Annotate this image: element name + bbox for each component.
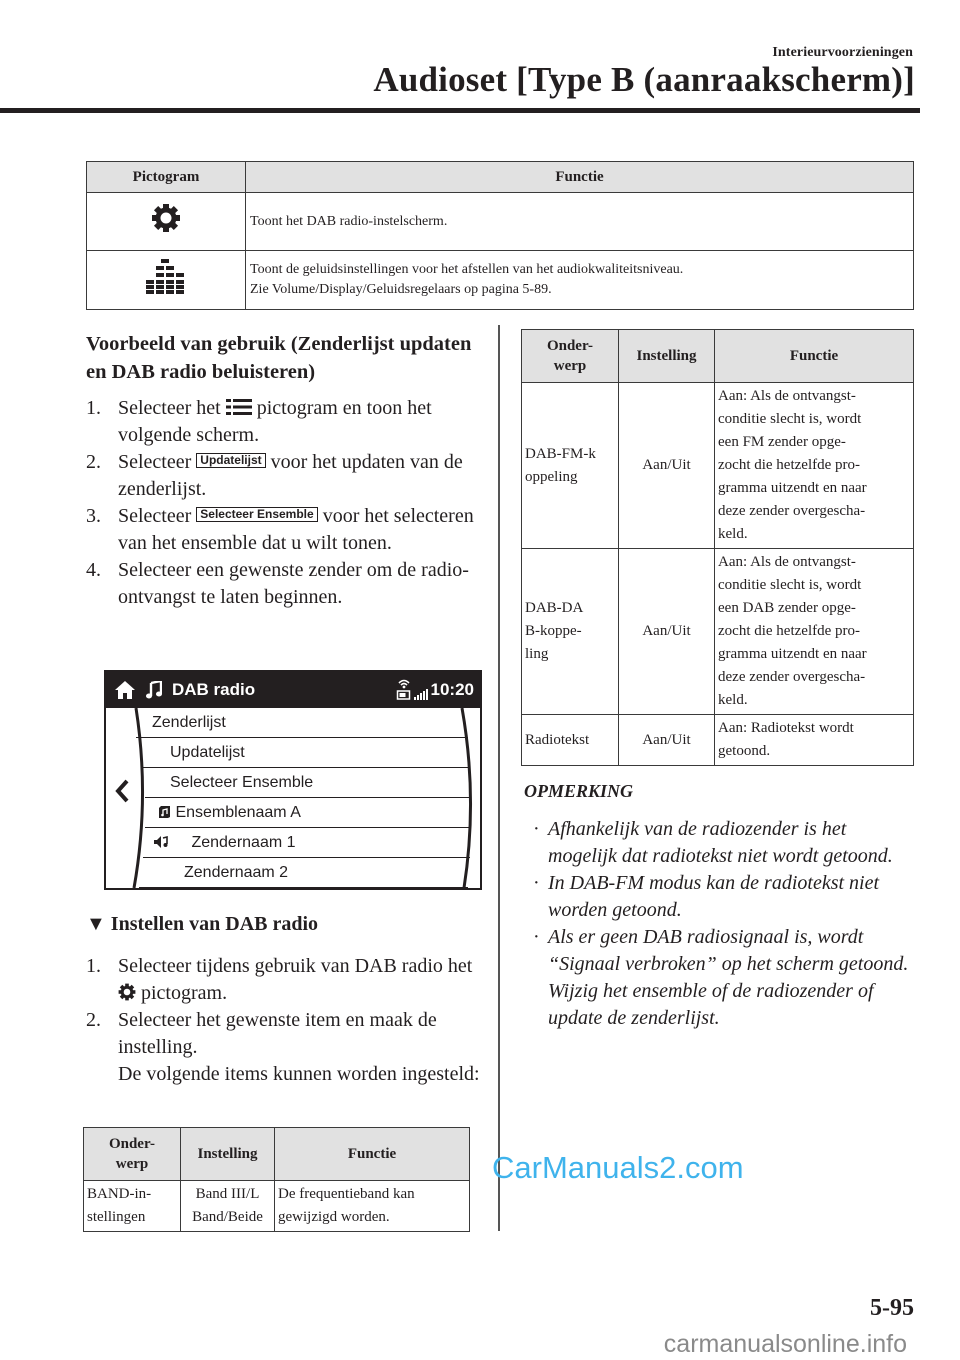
bullet: ·: [533, 926, 540, 948]
title-rule: [0, 108, 920, 113]
table-header-row: [522, 330, 914, 383]
column-header: Functie: [715, 330, 914, 383]
step-text: Selecteer een gewenste zender om de radio-ontvangst te laten beginnen.: [118, 559, 469, 608]
function-cell: [246, 193, 914, 251]
step-text: Selecteer het: [118, 397, 221, 419]
column-header: Instelling: [181, 1128, 275, 1181]
setting-cell: Aan/Uit: [619, 383, 715, 549]
note-text: In DAB-FM modus kan de radiotekst niet worden getoond.: [548, 872, 880, 921]
note-heading: OPMERKING: [524, 781, 634, 801]
step-text: Selecteer: [118, 451, 192, 473]
step: [86, 449, 486, 503]
list-icon: [226, 398, 252, 416]
setting-cell: Aan/Uit: [619, 715, 715, 766]
function-cell: Aan: Als de ontvangst- conditie slecht is, wordt een DAB zender opge- zocht die hetzelfde pro- gramma uitzendt en naar deze zender overgescha- keld.: [715, 549, 914, 715]
icon-cell: [87, 251, 246, 310]
step-number: 2.: [86, 451, 101, 473]
gear-icon: [118, 983, 136, 1001]
column-header: Instelling: [619, 330, 715, 383]
triangle-marker-icon: ▼: [86, 913, 106, 935]
page-title: Audioset [Type B (aanraakscherm)]: [373, 60, 915, 99]
note-item: [531, 924, 911, 1032]
page-number: 5-95: [870, 1295, 914, 1321]
example-steps: [86, 395, 486, 611]
column-divider: [498, 325, 500, 1231]
bullet: ·: [533, 818, 540, 840]
step: [86, 557, 486, 611]
settings-table-band: [83, 1127, 470, 1232]
step: [86, 953, 486, 1007]
step-number: 2.: [86, 1009, 101, 1031]
table-row: [87, 251, 914, 310]
list-item-label: Zenderlijst: [152, 714, 226, 731]
step-text: pictogram en toon het volgende scherm.: [118, 397, 432, 446]
column-header: Functie: [275, 1128, 470, 1181]
equalizer-icon: [143, 258, 189, 296]
function-text: Toont het DAB radio-instelscherm.: [250, 213, 448, 229]
pictogram-table: [86, 161, 914, 310]
step: [86, 395, 486, 449]
step-extra-text: De volgende items kunnen worden ingesteld:: [118, 1063, 480, 1085]
list-item-label: Zendernaam 2: [184, 864, 289, 881]
watermark-carmanuals2[interactable]: CarManuals2.com: [492, 1150, 744, 1185]
step-number: 3.: [86, 505, 101, 527]
column-header: Onder- werp: [522, 330, 619, 383]
item-cell: DAB-DA B-koppe- ling: [522, 549, 619, 715]
function-cell: De frequentieband kan gewijzigd worden.: [275, 1181, 470, 1232]
step-number: 1.: [86, 397, 101, 419]
step-text: Selecteer tijdens gebruik van DAB radio het: [118, 955, 473, 977]
list-item-label: Updatelijst: [170, 744, 245, 761]
list-frame-curves: [106, 672, 480, 888]
dab-radio-screen: [104, 670, 482, 890]
table-row: [84, 1181, 470, 1232]
table-row: [522, 549, 914, 715]
step: [86, 1007, 486, 1088]
note-text: Afhankelijk van de radiozender is het mogelijk dat radiotekst niet wordt getoond.: [548, 818, 893, 867]
note-item: [531, 870, 911, 924]
setting-cell: Band III/L Band/Beide: [181, 1181, 275, 1232]
function-text: Toont de geluidsinstellingen voor het afstellen van het audiokwaliteitsniveau.: [250, 262, 684, 277]
function-cell: [246, 251, 914, 310]
function-cell: Aan: Als de ontvangst- conditie slecht is, wordt een FM zender opge- zocht die hetzelfde pro- gramma uitzendt en naar deze zender overgescha- keld.: [715, 383, 914, 549]
section-name: Interieurvoorzieningen: [772, 45, 913, 60]
screen-title: DAB radio: [172, 680, 256, 699]
setup-heading-text: Instellen van DAB radio: [110, 913, 319, 935]
step-text: Selecteer: [118, 505, 192, 527]
step-number: 1.: [86, 955, 101, 977]
settings-table-koppeling: [521, 329, 914, 766]
screen-clock: 10:20: [430, 680, 474, 699]
item-cell: BAND-in- stellingen: [84, 1181, 181, 1232]
list-item-label: Zendernaam 1: [191, 834, 296, 851]
list-item-label: Ensemblenaam A: [175, 804, 301, 821]
table-header-row: [84, 1128, 470, 1181]
step: [86, 503, 486, 557]
note-item: [531, 816, 911, 870]
gear-icon: [151, 203, 181, 233]
step-text: pictogram.: [141, 982, 228, 1004]
list-item-label: Selecteer Ensemble: [170, 774, 314, 791]
selecteer-ensemble-button-reference: Selecteer Ensemble: [196, 507, 317, 522]
step-text: voor het updaten van de zenderlijst.: [118, 451, 463, 500]
step-number: 4.: [86, 559, 101, 581]
table-header-row: [87, 162, 914, 193]
watermark-carmanualsonline[interactable]: carmanualsonline.info: [663, 1330, 907, 1358]
step-text: voor het selecteren van het ensemble dat u wilt tonen.: [118, 505, 474, 554]
note-list: [531, 816, 911, 1032]
column-header: Functie: [246, 162, 914, 193]
page-reference: Zie Volume/Display/Geluidsregelaars op pagina 5-89.: [250, 282, 552, 297]
example-heading: Voorbeeld van gebruik (Zenderlijst updaten en DAB radio beluisteren): [86, 333, 472, 383]
item-cell: Radiotekst: [522, 715, 619, 766]
step-text: Selecteer het gewenste item en maak de instelling.: [118, 1009, 437, 1058]
setup-steps: [86, 953, 486, 1088]
updatelijst-button-reference: Updatelijst: [196, 453, 265, 468]
back-chevron-icon[interactable]: [115, 779, 129, 803]
table-row: [87, 193, 914, 251]
item-cell: DAB-FM-k oppeling: [522, 383, 619, 549]
bullet: ·: [533, 872, 540, 894]
note-text: Als er geen DAB radiosignaal is, wordt “Signaal verbroken” op het scherm getoond. Wijzig het ensemble of de radiozender of update de zenderlijst.: [548, 926, 909, 1029]
function-cell: Aan: Radiotekst wordt getoond.: [715, 715, 914, 766]
setup-heading: [86, 910, 318, 938]
table-row: [522, 715, 914, 766]
column-header: Onder- werp: [84, 1128, 181, 1181]
icon-cell: [87, 193, 246, 251]
column-header: Pictogram: [87, 162, 246, 193]
table-row: [522, 383, 914, 549]
setting-cell: Aan/Uit: [619, 549, 715, 715]
